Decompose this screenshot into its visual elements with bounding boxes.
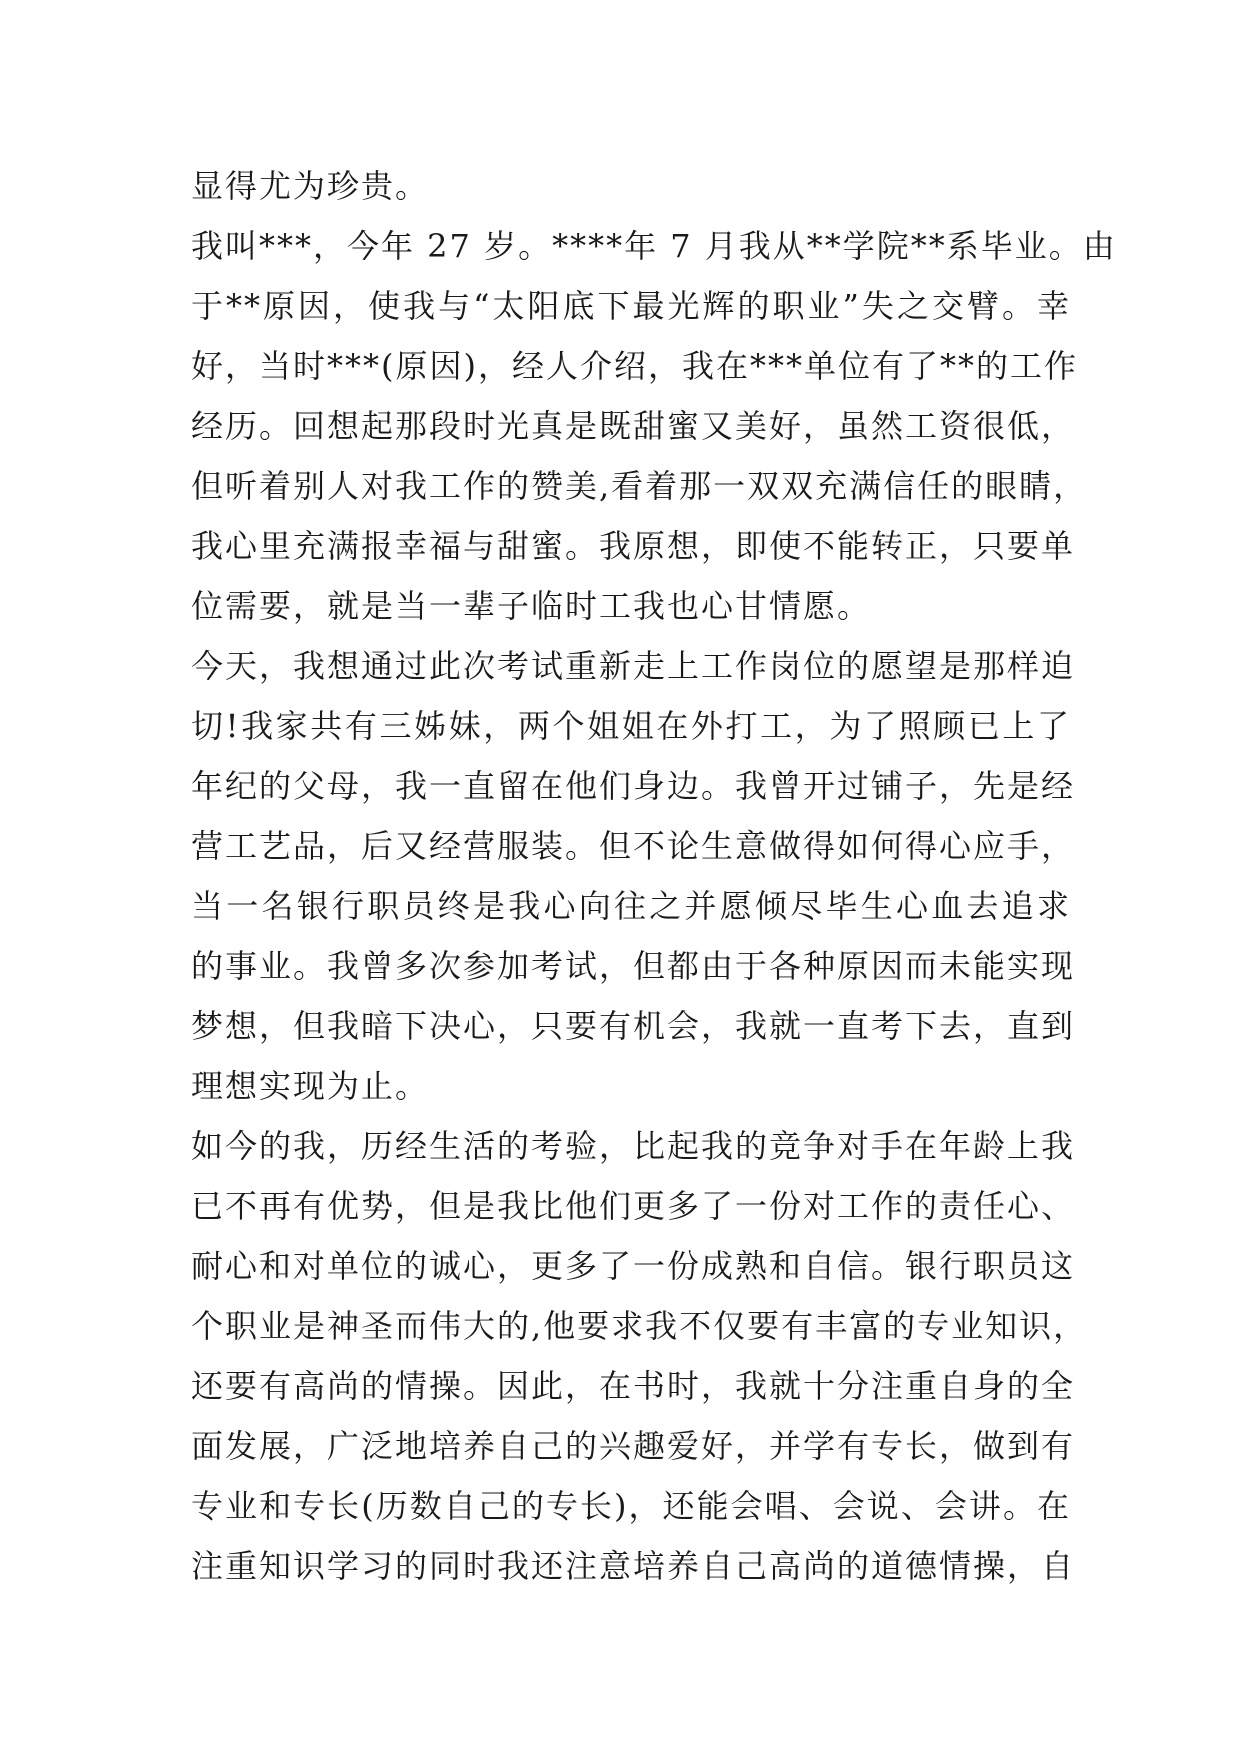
document-body (191, 156, 1117, 1596)
text-line: 于**原因，使我与“太阳底下最光辉的职业”失之交臂。幸 (191, 287, 1071, 325)
text-line: 还要有高尚的情操。因此，在书时，我就十分注重自身的全 (191, 1367, 1076, 1405)
text-line: 面发展，广泛地培养自己的兴趣爱好，并学有专长，做到有 (191, 1427, 1076, 1465)
text-line: 专业和专长(历数自己的专长)，还能会唱、会说、会讲。在 (191, 1487, 1071, 1525)
text-line: 切!我家共有三姊妹，两个姐姐在外打工，为了照顾已上了 (191, 707, 1071, 745)
text-line: 但听着别人对我工作的赞美,看着那一双双充满信任的眼睛， (191, 467, 1088, 505)
text-line: 已不再有优势，但是我比他们更多了一份对工作的责任心、 (191, 1187, 1076, 1225)
text-line: 注重知识学习的同时我还注意培养自己高尚的道德情操，自 (191, 1547, 1076, 1585)
text-line: 的事业。我曾多次参加考试，但都由于各种原因而未能实现 (191, 947, 1076, 985)
text-line: 理想实现为止。 (191, 1067, 430, 1105)
text-line: 我叫***，今年 27 岁。****年 7 月我从**学院**系毕业。由 (191, 227, 1117, 265)
text-line: 我心里充满报幸福与甜蜜。我原想，即使不能转正，只要单 (191, 527, 1076, 565)
text-line: 当一名银行职员终是我心向往之并愿倾尽毕生心血去追求 (191, 887, 1071, 925)
text-line: 耐心和对单位的诚心，更多了一份成熟和自信。银行职员这 (191, 1247, 1076, 1285)
text-line: 营工艺品，后又经营服装。但不论生意做得如何得心应手， (191, 827, 1076, 865)
text-line: 如今的我，历经生活的考验，比起我的竞争对手在年龄上我 (191, 1127, 1076, 1165)
text-line: 年纪的父母，我一直留在他们身边。我曾开过铺子，先是经 (191, 767, 1076, 805)
text-line: 位需要，就是当一辈子临时工我也心甘情愿。 (191, 587, 872, 625)
text-line: 个职业是神圣而伟大的,他要求我不仅要有丰富的专业知识， (191, 1307, 1088, 1345)
text-line: 显得尤为珍贵。 (191, 167, 430, 205)
text-line: 经历。回想起那段时光真是既甜蜜又美好，虽然工资很低， (191, 407, 1076, 445)
text-line: 梦想，但我暗下决心，只要有机会，我就一直考下去，直到 (191, 1007, 1076, 1045)
text-line: 好，当时***(原因)，经人介绍，我在***单位有了**的工作 (191, 347, 1078, 385)
text-line: 今天，我想通过此次考试重新走上工作岗位的愿望是那样迫 (191, 647, 1076, 685)
